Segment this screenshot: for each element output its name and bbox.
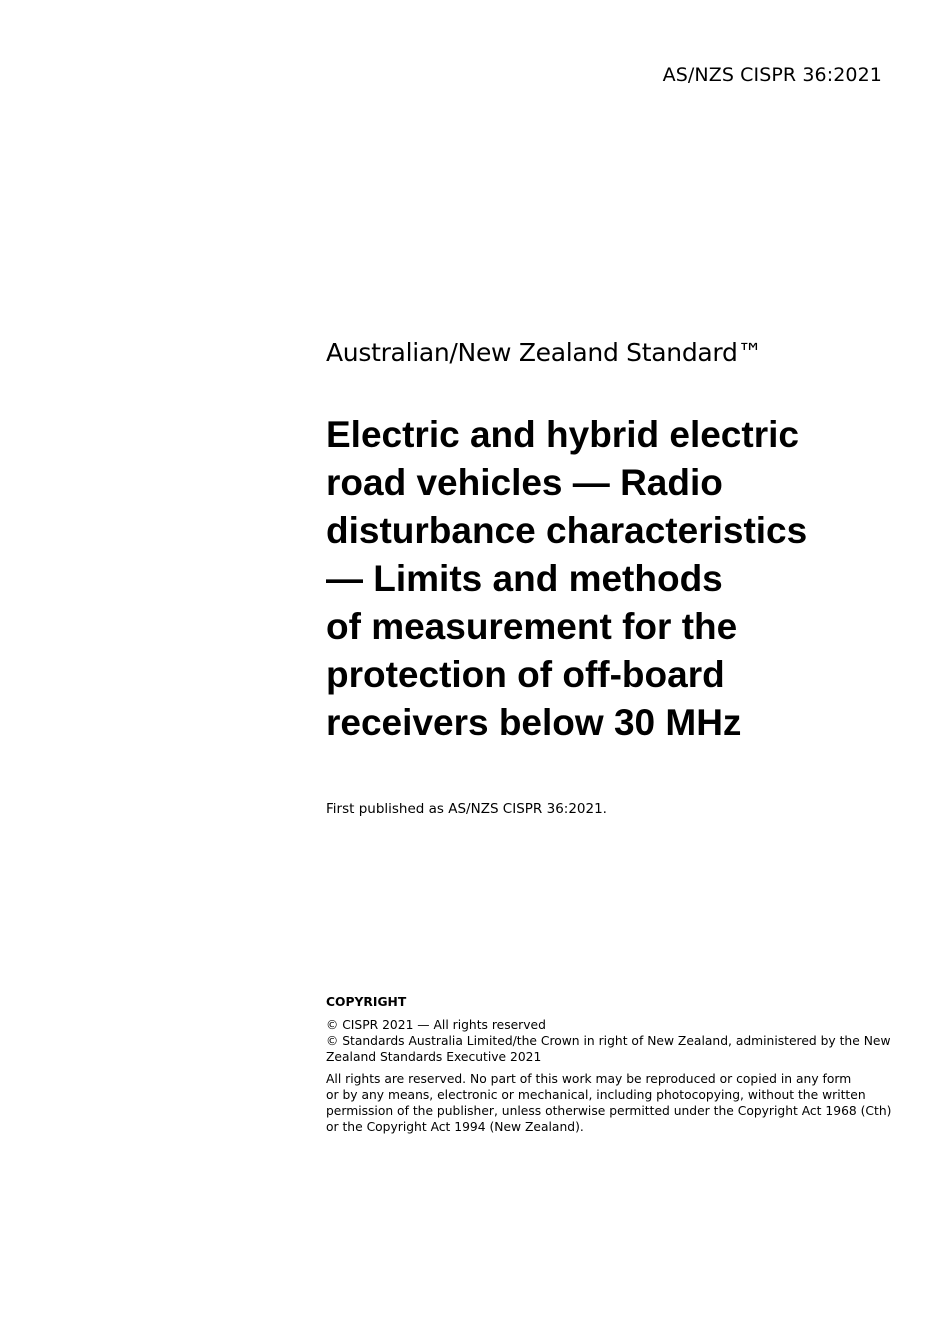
standard-label: Australian/New Zealand Standard™ bbox=[326, 338, 763, 367]
rights-statement-line: All rights are reserved. No part of this work may be reproduced or copied in any form bbox=[326, 1072, 852, 1086]
copyright-heading: COPYRIGHT bbox=[326, 995, 407, 1009]
title-line: — Limits and methods bbox=[326, 558, 723, 599]
title-line: Electric and hybrid electric bbox=[326, 414, 799, 455]
rights-statement bbox=[326, 1071, 896, 1135]
title-line: road vehicles — Radio bbox=[326, 462, 723, 503]
first-published-note: First published as AS/NZS CISPR 36:2021. bbox=[326, 801, 607, 817]
copyright-section bbox=[326, 994, 896, 1135]
document-identifier: AS/NZS CISPR 36:2021 bbox=[662, 64, 882, 86]
title-line: of measurement for the bbox=[326, 606, 738, 647]
rights-statement-line: or the Copyright Act 1994 (New Zealand). bbox=[326, 1120, 584, 1134]
rights-statement-line: or by any means, electronic or mechanical, including photocopying, without the written bbox=[326, 1088, 866, 1102]
copyright-notice bbox=[326, 1017, 896, 1065]
title-line: receivers below 30 MHz bbox=[326, 702, 742, 743]
rights-statement-line: permission of the publisher, unless otherwise permitted under the Copyright Act 1968 (Cth) bbox=[326, 1104, 892, 1118]
copyright-notice-line: Zealand Standards Executive 2021 bbox=[326, 1050, 542, 1064]
title-line: protection of off-board bbox=[326, 654, 725, 695]
copyright-notice-line: © Standards Australia Limited/the Crown in right of New Zealand, administered by the New bbox=[326, 1034, 891, 1048]
copyright-notice-line: © CISPR 2021 — All rights reserved bbox=[326, 1018, 546, 1032]
document-title bbox=[326, 411, 846, 747]
title-line: disturbance characteristics bbox=[326, 510, 808, 551]
